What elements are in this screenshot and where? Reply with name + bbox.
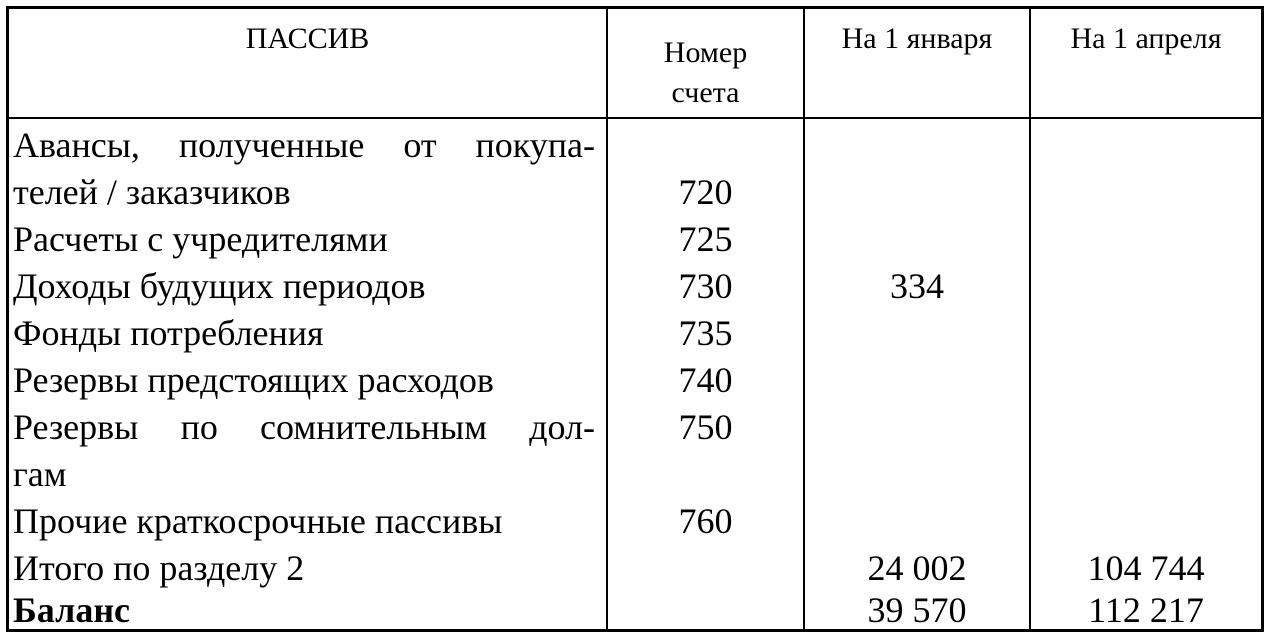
row-account: 750 [678, 407, 733, 447]
balance-liabilities-table [6, 6, 1264, 632]
row-total-apr: 104 744 [1087, 548, 1205, 588]
row-label: Расчеты с учредителями [13, 219, 388, 259]
row-balance-apr: 112 217 [1088, 590, 1204, 630]
row-label-balance: Баланс [13, 590, 131, 630]
row-label-line1: Авансы, полученные от покупа- [13, 125, 595, 165]
header-cell-liabilities [9, 9, 606, 127]
row-label: Доходы будущих периодов [13, 266, 426, 306]
row-account: 735 [678, 313, 733, 353]
row-label-total: Итого по разделу 2 [13, 548, 305, 588]
header-cell-account [608, 9, 803, 127]
row-account: 730 [678, 266, 733, 306]
row-label: Прочие краткосрочные пассивы [13, 501, 503, 541]
row-account: 725 [678, 219, 733, 259]
row-label: Резервы предстоящих расходов [13, 360, 494, 400]
row-total-jan: 24 002 [867, 548, 967, 588]
row-balance-jan: 39 570 [867, 590, 967, 630]
header-account-line1: Номер [663, 36, 748, 69]
row-label-line2: телей / заказчиков [13, 172, 291, 212]
header-cell-jan [805, 9, 1029, 127]
header-cell-apr [1031, 9, 1261, 127]
header-jan: На 1 января [841, 22, 993, 55]
header-account-line2: счета [671, 76, 740, 109]
row-account: 760 [678, 501, 733, 541]
header-apr: На 1 апреля [1070, 22, 1222, 55]
row-label-line1: Резервы по сомнительным дол- [13, 407, 595, 447]
header-liabilities: ПАССИВ [245, 22, 370, 55]
row-account: 740 [678, 360, 733, 400]
row-jan-value: 334 [890, 266, 944, 306]
row-label: Фонды потребления [13, 313, 324, 353]
row-label-line2: гам [13, 454, 67, 494]
row-account: 720 [678, 172, 733, 212]
